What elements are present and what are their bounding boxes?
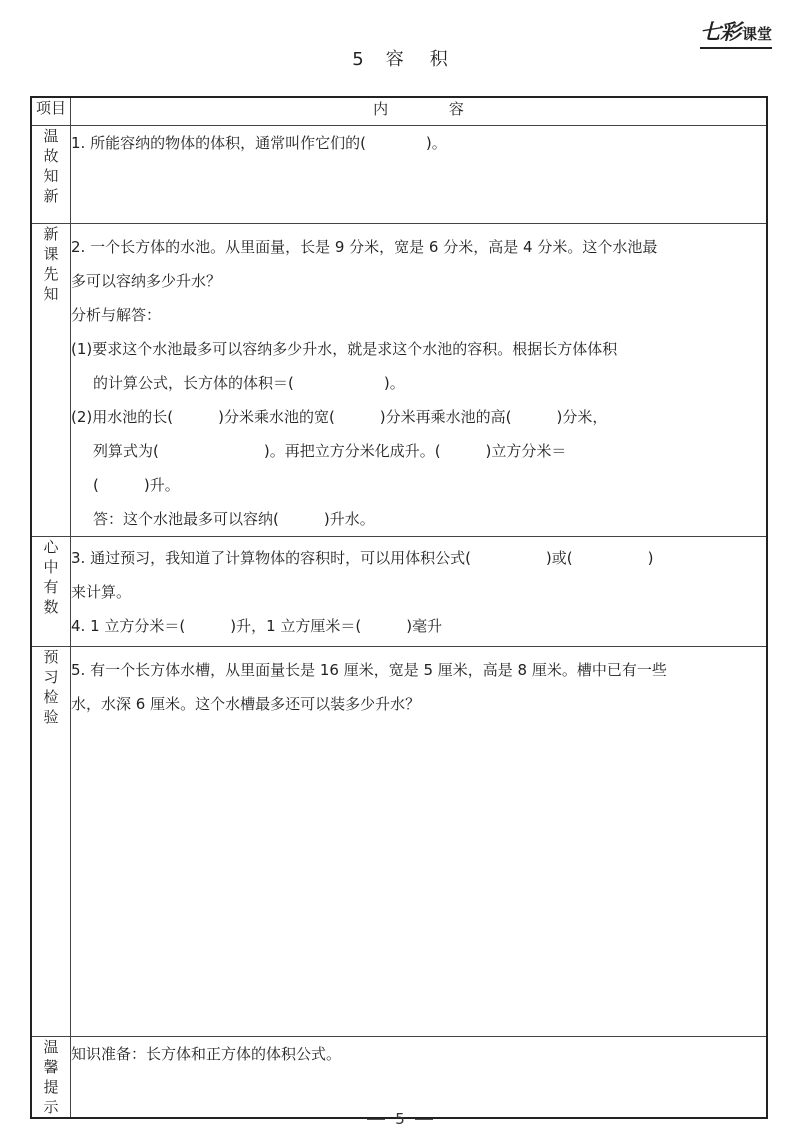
header-project: 项目	[31, 97, 71, 126]
brand-logo-script: 七彩	[699, 19, 740, 44]
brand-logo-word: 课堂	[741, 25, 772, 43]
question-line: 分析与解答：	[71, 306, 162, 324]
question-line: 4. 1 立方分米＝( )升，1 立方厘米＝( )毫升	[71, 617, 443, 635]
page-footer	[0, 1110, 800, 1128]
table-row	[31, 647, 767, 1037]
lesson-number: 5	[352, 49, 364, 70]
table-header-row	[31, 97, 767, 126]
question-line: 多可以容纳多少升水？	[71, 272, 222, 290]
row-content-tip	[71, 1037, 768, 1119]
title-word-1: 容	[385, 49, 404, 70]
row-content-check	[71, 647, 768, 1037]
footer-dash-left	[367, 1119, 385, 1120]
tip-line: 知识准备：长方体和正方体的体积公式。	[71, 1045, 342, 1063]
question-line: 1. 所能容纳的物体的体积，通常叫作它们的( )。	[71, 134, 447, 152]
page-title	[0, 45, 800, 71]
question-line: (1)要求这个水池最多可以容纳多少升水，就是求这个水池的容积。根据长方体体积	[71, 340, 618, 358]
question-line: ( )升。	[93, 476, 180, 494]
question-line: 答：这个水池最多可以容纳( )升水。	[93, 510, 375, 528]
table-row	[31, 126, 767, 224]
question-line: 列算式为( )。再把立方分米化成升。( )立方分米＝	[93, 442, 567, 460]
row-label-tip: 温馨提示	[31, 1037, 71, 1119]
worksheet-table	[30, 96, 768, 1119]
row-label-know: 心中有数	[31, 537, 71, 647]
row-label-preview: 新课先知	[31, 224, 71, 537]
row-content-know	[71, 537, 768, 647]
table-row	[31, 1037, 767, 1119]
question-line: 来计算。	[71, 583, 132, 601]
question-line: 水，水深 6 厘米。这个水槽最多还可以装多少升水？	[71, 695, 421, 713]
row-label-review: 温故知新	[31, 126, 71, 224]
page-number: 5	[395, 1110, 405, 1128]
question-line: 的计算公式，长方体的体积＝( )。	[93, 374, 405, 392]
row-content-review	[71, 126, 768, 224]
header-content: 内 容	[71, 97, 768, 126]
table-row	[31, 224, 767, 537]
footer-dash-right	[415, 1119, 433, 1120]
question-line: 5. 有一个长方体水槽，从里面量长是 16 厘米，宽是 5 厘米，高是 8 厘米。槽中已有一些	[71, 661, 667, 679]
question-line: (2)用水池的长( )分米乘水池的宽( )分米再乘水池的高( )分米，	[71, 408, 608, 426]
question-line: 2. 一个长方体的水池。从里面量，长是 9 分米，宽是 6 分米，高是 4 分米。这个水池最	[71, 238, 658, 256]
title-word-2: 积	[429, 49, 448, 70]
row-label-check: 预习检验	[31, 647, 71, 1037]
question-line: 3. 通过预习，我知道了计算物体的容积时，可以用体积公式( )或( )	[71, 549, 654, 567]
table-row	[31, 537, 767, 647]
row-content-preview	[71, 224, 768, 537]
